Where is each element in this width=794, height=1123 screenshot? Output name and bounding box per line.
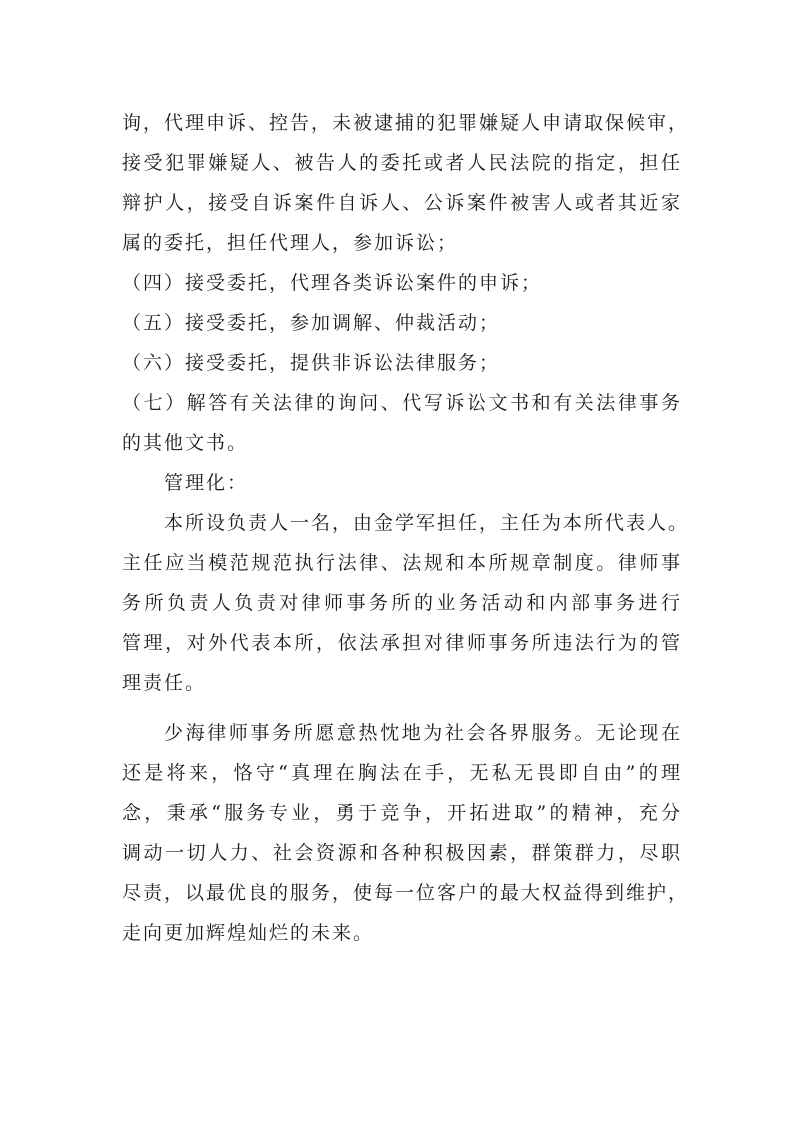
paragraph-line: 主任应当模范规范执行法律、法规和本所规章制度。律师事 [122,552,682,574]
paragraph-line: 少海律师事务所愿意热忱地为社会各界服务。无论现在 [164,722,682,744]
paragraph-line: 理责任。 [122,672,207,694]
list-item-7: （七）解答有关法律的询问、代写诉讼文书和有关法律事务 [122,392,682,414]
paragraph-line: 走向更加辉煌灿烂的未来。 [122,922,375,944]
list-item-4: （四）接受委托，代理各类诉讼案件的申诉； [122,272,543,294]
paragraph-line: 念，秉承“服务专业，勇于竞争，开拓进取”的精神，充分 [122,802,682,824]
body-line: 属的委托，担任代理人，参加诉讼； [122,232,459,254]
paragraph-line: 管理，对外代表本所，依法承担对律师事务所违法行为的管 [122,632,682,654]
body-line: 接受犯罪嫌疑人、被告人的委托或者人民法院的指定，担任 [122,152,682,174]
paragraph-gap [122,703,682,713]
paragraph-line: 尽责，以最优良的服务，使每一位客户的最大权益得到维护， [122,882,690,904]
list-item-6: （六）接受委托，提供非诉讼法律服务； [122,352,501,374]
document-body [122,103,690,953]
paragraph-line: 调动一切人力、社会资源和各种积极因素，群策群力，尽职 [122,842,682,864]
paragraph-line: 务所负责人负责对律师事务所的业务活动和内部事务进行 [122,592,682,614]
body-line: 询，代理申诉、控告，未被逮捕的犯罪嫌疑人申请取保候审， [122,112,690,134]
paragraph-line: 本所设负责人一名，由金学军担任，主任为本所代表人。 [164,512,690,534]
paragraph-line: 还是将来，恪守“真理在胸法在手，无私无畏即自由”的理 [122,762,682,784]
body-line: 的其他文书。 [122,432,249,454]
section-heading: 管理化： [164,472,249,494]
list-item-5: （五）接受委托，参加调解、仲裁活动； [122,312,501,334]
body-line: 辩护人，接受自诉案件自诉人、公诉案件被害人或者其近家 [122,192,682,214]
